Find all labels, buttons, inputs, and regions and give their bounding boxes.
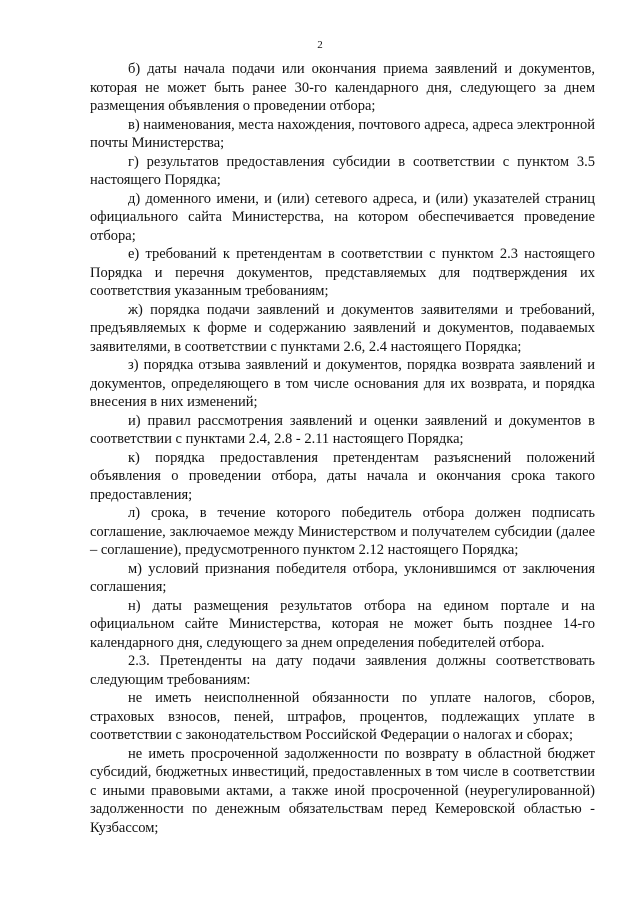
requirement-taxes: не иметь неисполненной обязанности по уплате налогов, сборов, страховых взносов, пеней, штрафов, процентов, подлежащих уплате в соответствии с законодательством Российской Федерации о налогах и сборах; (90, 690, 595, 743)
paragraph-e: е) требований к претендентам в соответствии с пунктом 2.3 настоящего Порядка и перечня документов, представляемых для подтверждения их соответствия указанным требованиям; (90, 246, 595, 299)
paragraph-d: д) доменного имени, и (или) сетевого адреса, и (или) указателей страниц официального сайта Министерства, на котором обеспечивается проведение отбора; (90, 190, 595, 244)
paragraph-l: л) срока, в течение которого победитель отбора должен подписать соглашение, заключаемое между Министерством и получателем субсидии (далее – соглашение), предусмотренного пунктом 2.12 настоящего Порядка; (90, 505, 595, 558)
document-body (90, 60, 595, 837)
paragraph-zh: ж) порядка подачи заявлений и документов заявителями и требований, предъявляемых к форме и содержанию заявлений и документов, подаваемых заявителями, в соответствии с пунктами 2.6, 2.4 настоящего Порядка; (90, 301, 595, 355)
paragraph-n: н) даты размещения результатов отбора на едином портале и на официальном сайте Министерства, которая не может быть позднее 14-го календарного дня, следующего за днем определения победителей отбора. (90, 597, 595, 651)
paragraph-g: г) результатов предоставления субсидии в соответствии с пунктом 3.5 настоящего Порядка; (90, 153, 595, 188)
paragraph-b: б) даты начала подачи или окончания приема заявлений и документов, которая не может быть ранее 30-го календарного дня, следующего за днем размещения объявления о проведении отбора; (90, 61, 595, 114)
paragraph-m: м) условий признания победителя отбора, уклонившимся от заключения соглашения; (90, 560, 595, 595)
paragraph-z: з) порядка отзыва заявлений и документов, порядка возврата заявлений и документов, определяющего в том числе основания для их возврата, и порядка внесения в них изменений; (90, 357, 595, 410)
paragraph-k: к) порядка предоставления претендентам разъяснений положений объявления о проведении отбора, даты начала и окончания срока такого предоставления; (90, 449, 595, 503)
paragraph-i: и) правил рассмотрения заявлений и оценки заявлений и документов в соответствии с пунктами 2.4, 2.8 - 2.11 настоящего Порядка; (90, 412, 595, 447)
section-2-3-heading: 2.3. Претенденты на дату подачи заявления должны соответствовать следующим требованиям: (90, 653, 595, 688)
page-number: 2 (317, 39, 323, 51)
requirement-debts: не иметь просроченной задолженности по возврату в областной бюджет субсидий, бюджетных инвестиций, предоставленных в том числе в соответствии с иными правовыми актами, а также иной просроченной (неурегулированной) задолженности по денежным обязательствам перед Кемеровской областью - Кузбассом; (90, 745, 595, 836)
paragraph-v: в) наименования, места нахождения, почтового адреса, адреса электронной почты Министерства; (90, 116, 595, 151)
